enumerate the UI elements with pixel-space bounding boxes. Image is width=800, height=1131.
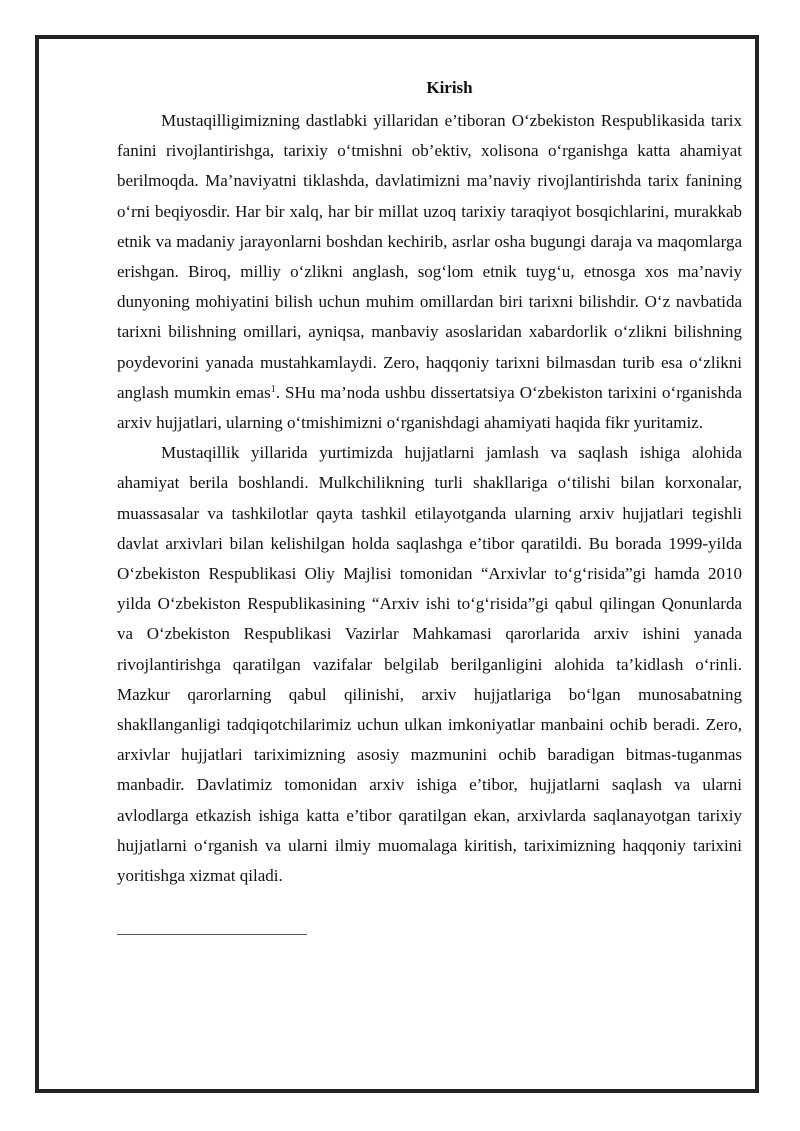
document-body [117, 70, 742, 891]
paragraph-1-text: Mustaqilligimizning dastlabki yillaridan e’tiboran O‘zbekiston Respublikasida tarix fanini rivojlantirishga, tarixiy o‘tmishni ob’ektiv, xolisona o‘rganishga katta ahamiyat berilmoqda. Ma’naviyatni tiklashda, davlatimizni ma’naviy rivojlantirishda tarix fanining o‘rni beqiyosdir. Har bir xalq, har bir millat uzoq tarixiy taraqiyot bosqichlarini, murakkab etnik va madaniy jarayonlarni boshdan kechirib, asrlar osha bugungi daraja va maqomlarga erishgan. Biroq, milliy o‘zlikni anglash, sog‘lom etnik tuyg‘u, etnosga xos ma’naviy dunyoning mohiyatini bilish uchun muhim omillardan biri tarixni bilishdir. O‘z navbatida tarixni bilishning omillari, ayniqsa, manbaviy asoslaridan xabardorlik o‘zlikni bilishning poydevorini yanada mustahkamlaydi. Zero, haqqoniy tarixni bilmasdan turib esa o‘zlikni anglash mumkin emas [117, 111, 742, 402]
footnote-reference[interactable]: 1 [270, 383, 276, 395]
paragraph-1 [117, 106, 742, 438]
section-title: Kirish [426, 78, 473, 97]
paragraph-1-continuation: . SHu ma’noda ushbu dissertatsiya O‘zbekiston tarixini o‘rganishda arxiv hujjatlari, ularning o‘tmishimizni o‘rganishdagi ahamiyati haqida fikr yuritamiz. [117, 382, 743, 433]
paragraph-2: Mustaqillik yillarida yurtimizda hujjatlarni jamlash va saqlash ishiga alohida ahamiyat berila boshlandi. Mulkchilikning turli shakllariga o‘tilishi bilan korxonalar, muassasalar va tashkilotlar qayta tashkil etilayotganda ularning arxiv hujjatlari tegishli davlat arxivlari bilan kelishilgan holda saqlashga e’tibor qaratildi. Bu borada 1999-yilda O‘zbekiston Respublikasi Oliy Majlisi tomonidan “Arxivlar to‘g‘risida”gi hamda 2010 yilda O‘zbekiston Respublikasining “Arxiv ishi to‘g‘risida”gi qabul qilingan Qonunlarda va O‘zbekiston Respublikasi Vazirlar Mahkamasi qarorlarida arxiv ishini yanada rivojlantirishga qaratilgan vazifalar belgilab berilganligini alohida ta’kidlash o‘rinli. Mazkur qarorlarning qabul qilinishi, arxiv hujjatlariga bo‘lgan munosabatning shakllanganligi tadqiqotchilarimiz uchun ulkan imkoniyatlar manbaini ochib beradi. Zero, arxivlar hujjatlari tariximizning asosiy mazmunini ochib baradigan bitmas-tuganmas manbadir. Davlatimiz tomonidan arxiv ishiga e’tibor, hujjatlarni saqlash va ularni avlodlarga etkazish ishiga katta e’tibor qaratilgan ekan, arxivlarda saqlanayotgan tarixiy hujjatlarni o‘rganish va ularni ilmiy muomalaga kiritish, tariximizning haqqoniy tarixini yoritishga xizmat qiladi. [117, 443, 742, 886]
footnote-separator [117, 934, 307, 935]
